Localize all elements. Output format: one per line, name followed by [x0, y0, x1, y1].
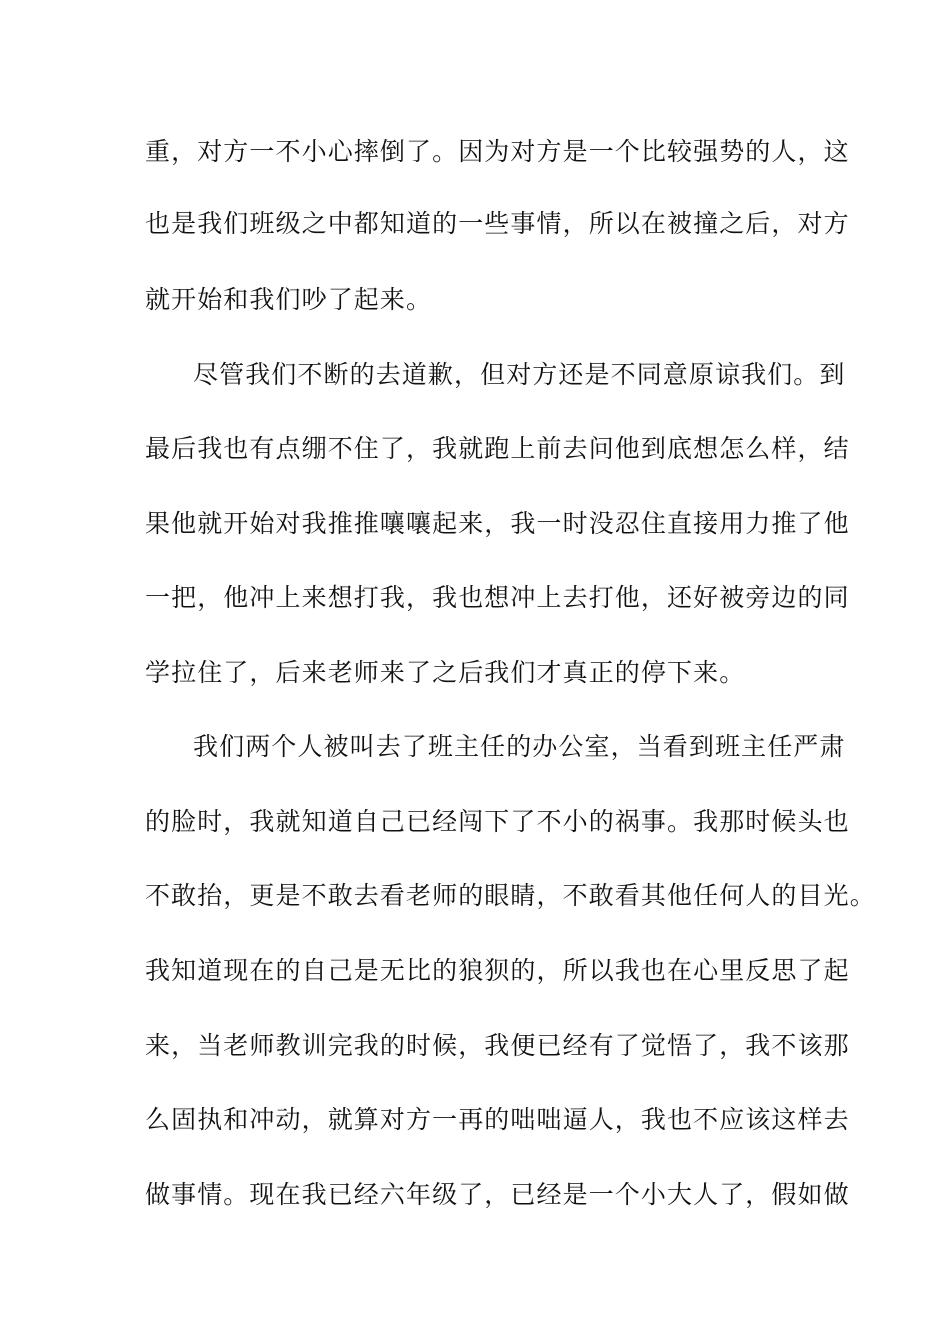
- text-line: 就开始和我们吵了起来。: [145, 285, 433, 314]
- text-line: 我知道现在的自己是无比的狼狈的，所以我也在心里反思了起: [145, 956, 850, 985]
- text-line: 么固执和冲动，就算对方一再的咄咄逼人，我也不应该这样去: [145, 1105, 850, 1134]
- text-line: 做事情。现在我已经六年级了，已经是一个小大人了，假如做: [145, 1180, 850, 1209]
- paragraph-first-line: 尽管我们不断的去道歉，但对方还是不同意原谅我们。到: [193, 360, 846, 389]
- text-line: 不敢抬，更是不敢去看老师的眼睛，不敢看其他任何人的目光。: [145, 881, 876, 910]
- text-line: 来，当老师教训完我的时候，我便已经有了觉悟了，我不该那: [145, 1031, 850, 1060]
- text-line: 学拉住了，后来老师来了之后我们才真正的停下来。: [145, 658, 746, 687]
- text-line: 重，对方一不小心摔倒了。因为对方是一个比较强势的人，这: [145, 137, 850, 166]
- text-line: 果他就开始对我推推嚷嚷起来，我一时没忍住直接用力推了他: [145, 509, 850, 538]
- paragraph-first-line: 我们两个人被叫去了班主任的办公室，当看到班主任严肃: [193, 732, 846, 761]
- text-line: 一把，他冲上来想打我，我也想冲上去打他，还好被旁边的同: [145, 583, 850, 612]
- text-line: 的脸时，我就知道自己已经闯下了不小的祸事。我那时候头也: [145, 807, 850, 836]
- text-line: 最后我也有点绷不住了，我就跑上前去问他到底想怎么样，结: [145, 434, 850, 463]
- text-line: 也是我们班级之中都知道的一些事情，所以在被撞之后，对方: [145, 209, 850, 238]
